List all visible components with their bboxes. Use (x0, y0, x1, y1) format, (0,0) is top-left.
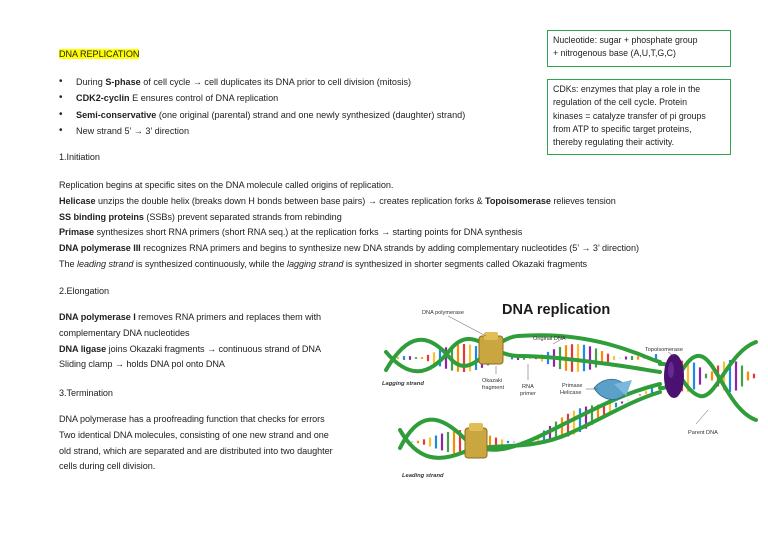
elongation-line: complementary DNA nucleotides (59, 327, 190, 338)
term-lagging-strand: lagging strand (286, 258, 344, 269)
term-dna-ligase: DNA ligase (59, 343, 107, 354)
label-topoisomerase: Topoisomerase (645, 347, 683, 353)
initiation-line (59, 225, 639, 241)
bullet-item (59, 74, 465, 90)
dna-polymerase-lower (465, 423, 487, 458)
bullet-item (59, 123, 465, 139)
elongation-line (59, 310, 321, 326)
term-dna-pol-iii: DNA polymerase III (59, 243, 141, 254)
cdks-note-box (547, 79, 731, 155)
bullet-text: (one original (parental) strand and one newly synthesized (daughter) strand) (156, 109, 466, 120)
dna-polymerase-upper (479, 332, 503, 364)
elongation-section (59, 284, 109, 300)
initiation-text: The (59, 258, 77, 269)
nucleotide-note-box (547, 30, 731, 67)
initiation-text: unzips the double helix (breaks down H bonds between base pairs) → creates replication forks & (95, 195, 485, 206)
term-helicase: Helicase (59, 195, 96, 206)
dna-replication-figure (378, 292, 760, 484)
initiation-text: (SSBs) prevent separated strands from rebinding (143, 211, 342, 222)
elongation-line (59, 342, 321, 358)
bullet-bold: Semi-conservative (76, 109, 157, 120)
initiation-text: synthesizes short RNA primers (short RNA seq.) at the replication forks → starting points for DNA synthesis (94, 227, 523, 238)
initiation-text: relieves tension (550, 195, 616, 206)
bullet-text: During (76, 77, 106, 87)
note-line: Nucleotide: sugar + phosphate group (553, 35, 698, 45)
figure-title: DNA replication (502, 302, 611, 318)
initiation-text: recognizes RNA primers and begins to synthesize new DNA strands by adding complementary nucleotides (5’ → 3’ direction) (140, 243, 639, 254)
note-line: CDKs: enzymes that play a role in the (553, 84, 701, 94)
initiation-section (59, 150, 100, 166)
bullet-item (59, 107, 465, 123)
initiation-line (59, 210, 639, 226)
note-line: regulation of the cell cycle. Protein (553, 97, 687, 108)
bullet-text: E ensures control of DNA replication (129, 93, 279, 104)
label-primase: Primase (562, 383, 583, 389)
note-line: from ATP to specific target proteins, (553, 123, 692, 134)
term-topoisomerase: Topoisomerase (485, 195, 551, 206)
note-line: kinases = catalyze transfer of pi groups (553, 110, 706, 121)
term-primase: Primase (59, 227, 95, 238)
title-highlight: DNA REPLICATION (59, 49, 140, 59)
initiation-line (59, 194, 639, 210)
termination-line: old strand, which are separated and are distributed into two daughter (59, 445, 333, 456)
dna-replication-diagram (378, 292, 760, 484)
label-leading-strand: Leading strand (402, 473, 444, 479)
note-line: + nitrogenous base (A,U,T,G,C) (553, 48, 676, 59)
label-original-dna: Original DNA (533, 336, 566, 342)
bullet-bold: CDK2-cyclin (76, 93, 130, 104)
label-rna-2: primer (520, 391, 536, 397)
initiation-text: is synthesized in shorter segments called Okazaki fragments (343, 258, 588, 269)
label-dna-polymerase: DNA polymerase (422, 310, 464, 316)
elongation-text: joins Okazaki fragments → continuous strand of DNA (106, 343, 321, 354)
label-parent-dna: Parent DNA (688, 430, 718, 436)
label-okazaki-1: Okazaki (482, 378, 503, 384)
initiation-body (59, 178, 639, 273)
termination-line: cells during cell division. (59, 461, 156, 472)
note-line: thereby regulating their activity. (553, 137, 675, 148)
termination-line: Two identical DNA molecules, consisting of one new strand and one (59, 429, 329, 440)
label-lagging-strand: Lagging strand (382, 381, 424, 387)
initiation-text: is synthesized continuously, while the (133, 258, 287, 269)
topoisomerase-icon (664, 354, 684, 398)
initiation-line (59, 241, 639, 257)
elongation-line: Sliding clamp → holds DNA pol onto DNA (59, 359, 225, 370)
termination-section (59, 386, 113, 402)
label-rna-1: RNA (522, 384, 534, 390)
initiation-line: Replication begins at specific sites on the DNA molecule called origins of replication. (59, 180, 394, 190)
label-okazaki-2: fragment (482, 385, 505, 391)
bullet-text: of cell cycle → cell duplicates its DNA prior to cell division (mitosis) (140, 77, 412, 87)
term-leading-strand: leading strand (77, 258, 134, 269)
elongation-body (59, 310, 321, 373)
initiation-heading: 1.Initiation (59, 152, 100, 162)
intro-bullet-list (59, 74, 465, 140)
termination-heading: 3.Termination (59, 388, 113, 398)
bullet-item (59, 90, 465, 106)
bullet-bold: S-phase (105, 77, 141, 87)
term-ssb: SS binding proteins (59, 211, 144, 222)
bullet-text: New strand 5’ → 3’ direction (76, 126, 190, 137)
term-dna-pol-i: DNA polymerase I (59, 312, 136, 322)
termination-line: DNA polymerase has a proofreading function that checks for errors (59, 414, 325, 424)
label-helicase: Helicase (560, 390, 582, 396)
initiation-line (59, 257, 639, 273)
elongation-text: removes RNA primers and replaces them with (135, 312, 322, 322)
page-title (59, 47, 139, 63)
elongation-heading: 2.Elongation (59, 286, 109, 296)
termination-body (59, 412, 333, 475)
